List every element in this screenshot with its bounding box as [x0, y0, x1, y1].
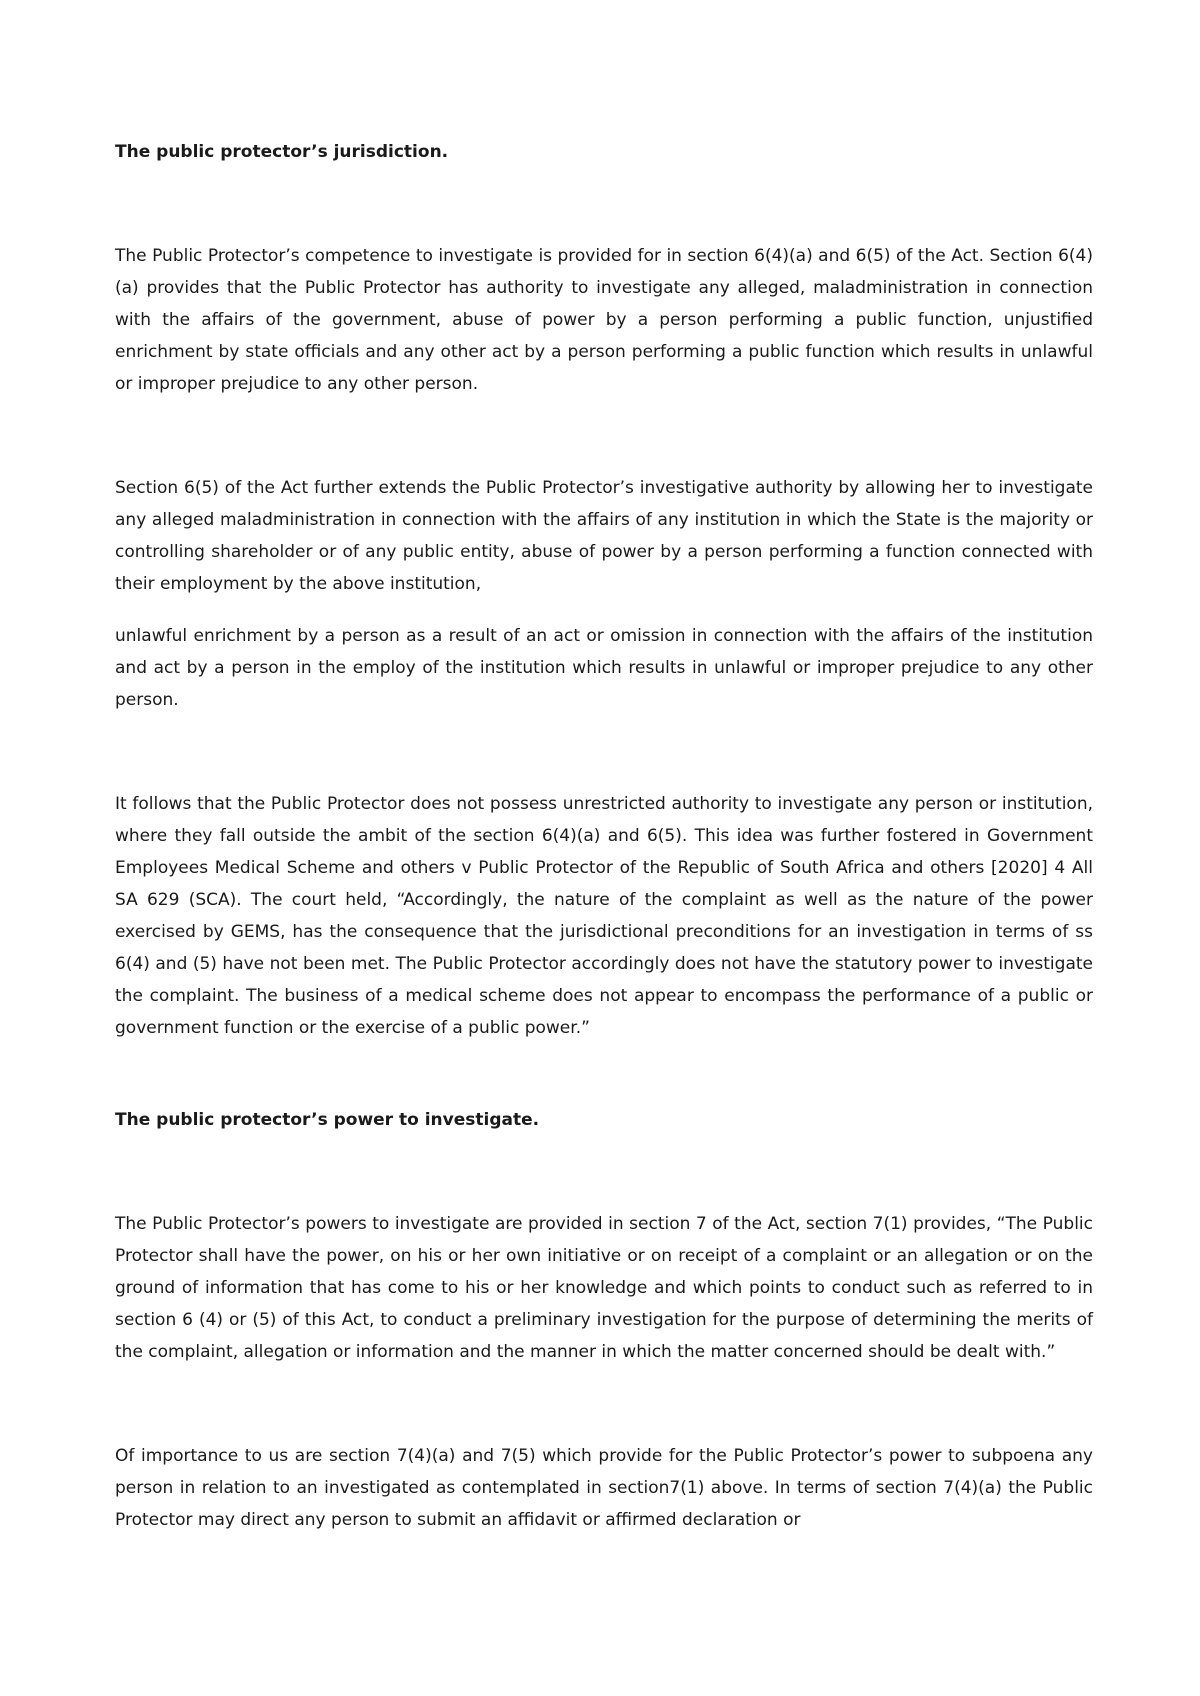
paragraph-unlawful-enrichment: unlawful enrichment by a person as a result of an act or omission in connection with the affairs of the institution and act by a person in the employ of the institution which results in unlawful or improper prejudice to any other person. [115, 626, 1093, 710]
paragraph-section-7-4-a: Of importance to us are section 7(4)(a) and 7(5) which provide for the Public Protector’s power to subpoena any person in relation to an investigated as contemplated in section7(1) above. In terms of section 7(4)(a) the Public Protector may direct any person to submit an affidavit or affirmed declaration or [115, 1446, 1093, 1530]
document-body [115, 136, 1093, 1536]
paragraph-gems-case: It follows that the Public Protector does not possess unrestricted authority to investigate any person or institution, where they fall outside the ambit of the section 6(4)(a) and 6(5). This idea was further fostered in Government Employees Medical Scheme and others v Public Protector of the Republic of South Africa and others [2020] 4 All SA 629 (SCA). The court held, “Accordingly, the nature of the complaint as well as the nature of the power exercised by GEMS, has the consequence that the jurisdictional preconditions for an investigation in terms of ss 6(4) and (5) have not been met. The Public Protector accordingly does not have the statutory power to investigate the complaint. The business of a medical scheme does not appear to encompass the performance of a public or government function or the exercise of a public power.” [115, 794, 1093, 1038]
heading-jurisdiction: The public protector’s jurisdiction. [115, 142, 449, 162]
paragraph-section-7-1: The Public Protector’s powers to investigate are provided in section 7 of the Act, section 7(1) provides, “The Public Protector shall have the power, on his or her own initiative or on receipt of a complaint or an allegation or on the ground of information that has come to his or her knowledge and which points to conduct such as referred to in section 6 (4) or (5) of this Act, to conduct a preliminary investigation for the purpose of determining the merits of the complaint, allegation or information and the manner in which the matter concerned should be dealt with.” [115, 1214, 1093, 1362]
paragraph-competence: The Public Protector’s competence to investigate is provided for in section 6(4)(a) and 6(5) of the Act. Section 6(4)(a) provides that the Public Protector has authority to investigate any alleged, maladministration in connection with the affairs of the government, abuse of power by a person performing a public function, unjustified enrichment by state officials and any other act by a person performing a public function which results in unlawful or improper prejudice to any other person. [115, 246, 1093, 394]
paragraph-section-6-5: Section 6(5) of the Act further extends the Public Protector’s investigative authority by allowing her to investigate any alleged maladministration in connection with the affairs of any institution in which the State is the majority or controlling shareholder or of any public entity, abuse of power by a person performing a function connected with their employment by the above institution, [115, 478, 1093, 594]
heading-power-to-investigate: The public protector’s power to investigate. [115, 1110, 540, 1130]
